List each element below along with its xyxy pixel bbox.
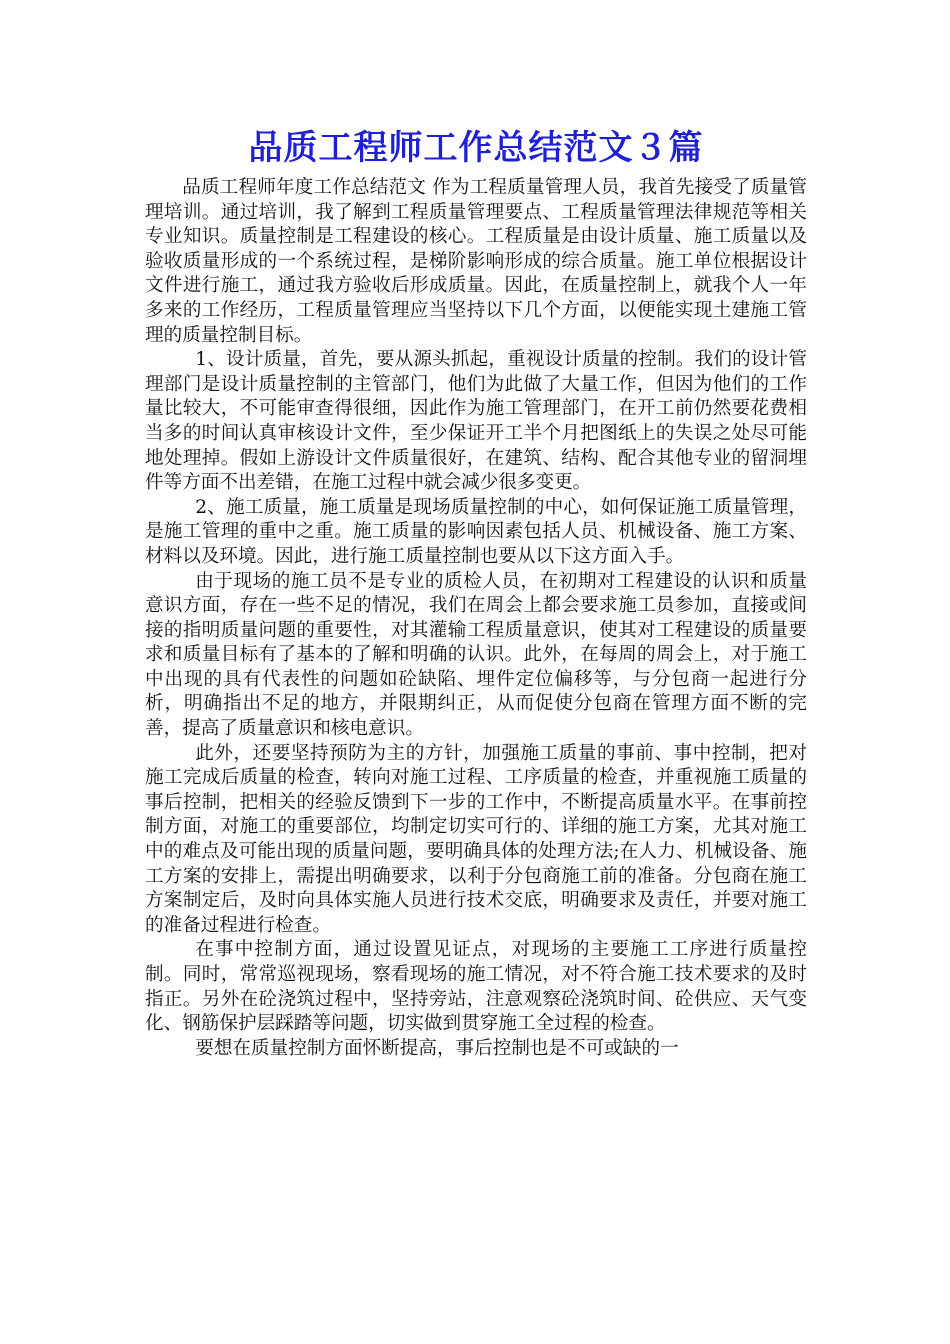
paragraph-intro: 品质工程师年度工作总结范文 作为工程质量管理人员，我首先接受了质量管理培训。通过培训，我了解到工程质量管理要点、工程质量管理法律规范等相关专业知识。质量控制是工程建设的核心。工程质量是由设计质量、施工质量以及验收质量形成的一个系统过程，是梯阶影响形成的综合质量。施工单位根据设计文件进行施工，通过我方验收后形成质量。因此，在质量控制上，就我个人一年多来的工作经历，工程质量管理应当坚持以下几个方面，以便能实现土建施工管理的质量控制目标。 [145,177,807,346]
paragraph-awareness: 由于现场的施工员不是专业的质检人员，在初期对工程建设的认识和质量意识方面，存在一些不足的情况，我们在周会上都会要求施工员参加，直接或间接的指明质量问题的重要性，对其灌输工程质量意识，使其对工程建设的质量要求和质量目标有了基本的了解和明确的认识。此外，在每周的周会上，对于施工中出现的具有代表性的问题如砼缺陷、埋件定位偏移等，与分包商一起进行分析，明确指出不足的地方，并限期纠正，从而促使分包商在管理方面不断的完善，提高了质量意识和核电意识。 [145,570,807,740]
paragraph-in-process-control: 在事中控制方面，通过设置见证点，对现场的主要施工工序进行质量控制。同时，常常巡视现场，察看现场的施工情况，对不符合施工技术要求的及时指正。另外在砼浇筑过程中，坚持旁站，注意观察砼浇筑时间、砼供应、天气变化、钢筋保护层踩踏等问题，切实做到贯穿施工全过程的检查。 [145,939,807,1035]
document-page [145,120,807,1061]
paragraph-prevention: 此外，还要坚持预防为主的方针，加强施工质量的事前、事中控制，把对施工完成后质量的检查，转向对施工过程、工序质量的检查，并重视施工质量的事后控制，把相关的经验反馈到下一步的工作中，不断提高质量水平。在事前控制方面，对施工的重要部位，均制定切实可行的、详细的施工方案，尤其对施工中的难点及可能出现的质量问题，要明确具体的处理方法;在人力、机械设备、施工方案的安排上，需提出明确要求，以利于分包商施工前的准备。分包商在施工方案制定后，及时向具体实施人员进行技术交底，明确要求及责任，并要对施工的准备过程进行检查。 [145,742,807,936]
paragraph-construction-quality: 2、施工质量，施工质量是现场质量控制的中心，如何保证施工质量管理，是施工管理的重中之重。施工质量的影响因素包括人员、机械设备、施工方案、材料以及环境。因此，进行施工质量控制也要从以下这方面入手。 [145,496,807,567]
paragraph-post-control: 要想在质量控制方面怀断提高，事后控制也是不可或缺的一 [195,1037,679,1059]
document-title: 品质工程师工作总结范文３篇 [248,128,704,168]
paragraph-design-quality: 1、设计质量，首先，要从源头抓起，重视设计质量的控制。我们的设计管理部门是设计质量控制的主管部门，他们为此做了大量工作，但因为他们的工作量比较大，不可能审查得很细，因此作为施工管理部门，在开工前仍然要花费相当多的时间认真审核设计文件，至少保证开工半个月把图纸上的失误之处尽可能地处理掉。假如上游设计文件质量很好，在建筑、结构、配合其他专业的留洞埋件等方面不出差错，在施工过程中就会减少很多变更。 [145,349,807,494]
